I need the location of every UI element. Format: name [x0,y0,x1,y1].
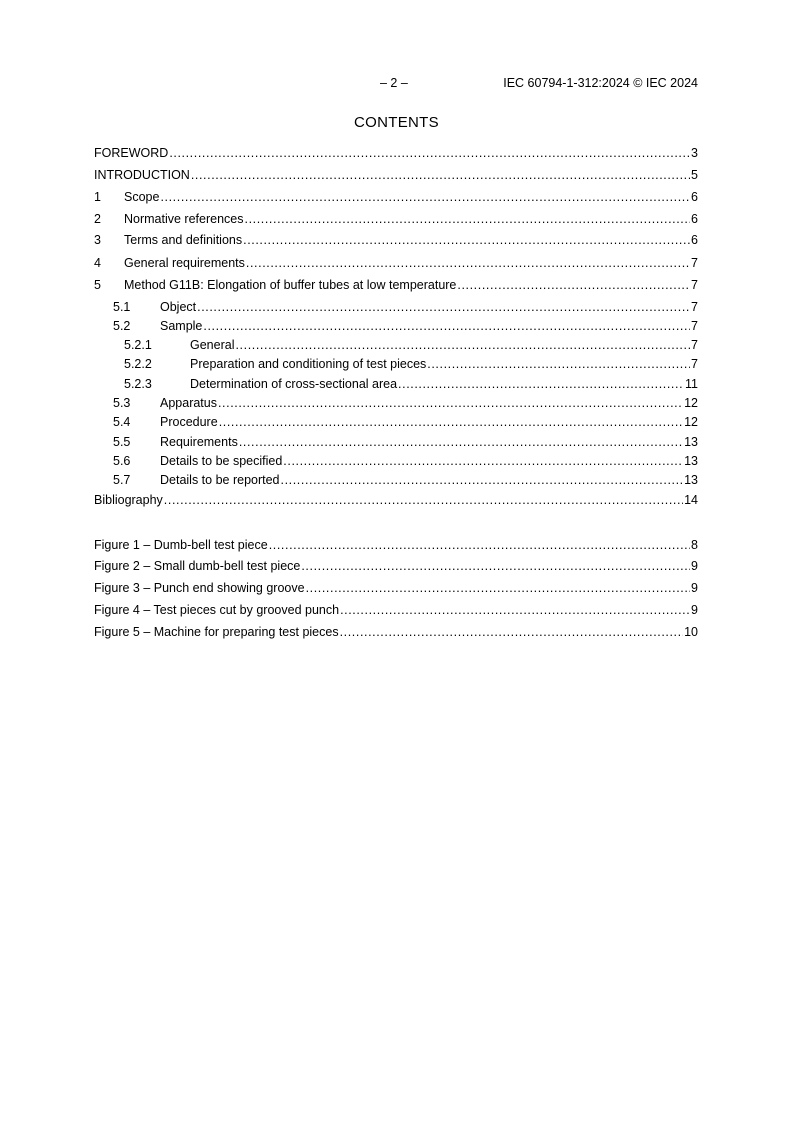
dot-leader [246,256,690,270]
dot-leader [243,233,690,247]
figure-label: Figure 1 – Dumb-bell test piece [94,538,268,552]
toc-label: Procedure [160,415,218,429]
figure-page: 9 [691,603,698,617]
toc-number: 5.1 [113,300,131,314]
dot-leader [301,559,690,573]
toc-entry-sample[interactable] [94,319,698,335]
dot-leader [160,190,690,204]
dot-leader [219,415,683,429]
figure-label: Figure 5 – Machine for preparing test pieces [94,625,339,639]
figure-entry-4[interactable] [94,603,698,619]
toc-page: 7 [691,256,698,270]
toc-page: 13 [684,473,698,487]
toc-number: 4 [94,256,101,270]
toc-label: Object [160,300,197,314]
figure-entry-5[interactable] [94,625,698,641]
dot-leader [281,473,684,487]
toc-page: 7 [691,357,698,371]
dot-leader [203,319,690,333]
toc-page: 14 [684,493,698,507]
dot-leader [283,454,683,468]
figure-label: Figure 4 – Test pieces cut by grooved punch [94,603,340,617]
toc-page: 7 [691,300,698,314]
toc-entry-details-specified[interactable] [94,454,698,470]
toc-page: 6 [691,233,698,247]
toc-entry-bibliography[interactable] [94,493,698,509]
toc-entry-details-reported[interactable] [94,473,698,489]
toc-entry-preparation[interactable] [94,357,698,373]
toc-entry-requirements[interactable] [94,435,698,451]
dot-leader [197,300,690,314]
contents-title: CONTENTS [354,114,439,131]
dot-leader [245,212,691,226]
toc-page: 12 [684,415,698,429]
toc-label: Preparation and conditioning of test pieces [190,357,427,371]
toc-number: 5.3 [113,396,131,410]
dot-leader [398,377,684,391]
toc-label: Sample [160,319,203,333]
dot-leader [340,625,684,639]
figure-page: 9 [691,559,698,573]
page-number: – 2 – [380,76,408,90]
toc-label: INTRODUCTION [94,168,190,182]
toc-label: Details to be reported [160,473,280,487]
dot-leader [239,435,683,449]
figure-entry-3[interactable] [94,581,698,597]
toc-page: 5 [691,168,698,182]
toc-label: General requirements [124,256,245,270]
toc-entry-terms-and-definitions[interactable] [94,233,698,249]
toc-label: Method G11B: Elongation of buffer tubes at low temperature [124,278,457,292]
toc-label: Apparatus [160,396,217,410]
toc-label: Bibliography [94,493,163,507]
toc-page: 12 [684,396,698,410]
toc-number: 5.5 [113,435,131,449]
dot-leader [340,603,690,617]
dot-leader [218,396,683,410]
figure-entry-2[interactable] [94,559,698,575]
toc-entry-cross-sectional-area[interactable] [94,377,698,393]
toc-number: 5.7 [113,473,131,487]
figure-page: 10 [684,625,698,639]
figure-label: Figure 2 – Small dumb-bell test piece [94,559,301,573]
dot-leader [306,581,690,595]
toc-label: General [190,338,235,352]
toc-entry-procedure[interactable] [94,415,698,431]
figure-page: 9 [691,581,698,595]
toc-entry-scope[interactable] [94,190,698,206]
toc-page: 7 [691,278,698,292]
toc-number: 5.6 [113,454,131,468]
toc-entry-general-requirements[interactable] [94,256,698,272]
toc-entry-foreword[interactable] [94,146,698,162]
toc-number: 5.4 [113,415,131,429]
toc-number: 2 [94,212,101,226]
toc-number: 5.2.3 [124,377,152,391]
toc-page: 7 [691,319,698,333]
toc-page: 6 [691,190,698,204]
toc-number: 5 [94,278,101,292]
toc-entry-method-g11b[interactable] [94,278,698,294]
dot-leader [169,146,690,160]
toc-number: 5.2.1 [124,338,152,352]
page-header [380,76,698,92]
toc-entry-introduction[interactable] [94,168,698,184]
figure-label: Figure 3 – Punch end showing groove [94,581,305,595]
dot-leader [164,493,683,507]
dot-leader [269,538,690,552]
toc-page: 11 [685,377,698,391]
dot-leader [427,357,690,371]
toc-label: Normative references [124,212,244,226]
toc-number: 3 [94,233,101,247]
toc-label: Requirements [160,435,238,449]
toc-page: 3 [691,146,698,160]
toc-page: 7 [691,338,698,352]
toc-entry-object[interactable] [94,300,698,316]
toc-number: 5.2 [113,319,131,333]
toc-number: 1 [94,190,101,204]
toc-label: Scope [124,190,160,204]
toc-entry-normative-references[interactable] [94,212,698,228]
figure-entry-1[interactable] [94,538,698,554]
toc-page: 13 [684,454,698,468]
toc-label: Determination of cross-sectional area [190,377,398,391]
dot-leader [191,168,690,182]
toc-label: FOREWORD [94,146,169,160]
toc-entry-general[interactable] [94,338,698,354]
toc-entry-apparatus[interactable] [94,396,698,412]
dot-leader [235,338,690,352]
toc-number: 5.2.2 [124,357,152,371]
toc-label: Details to be specified [160,454,283,468]
dot-leader [457,278,690,292]
toc-label: Terms and definitions [124,233,243,247]
document-reference: IEC 60794-1-312:2024 © IEC 2024 [503,76,698,90]
toc-page: 13 [684,435,698,449]
figure-page: 8 [691,538,698,552]
toc-page: 6 [691,212,698,226]
